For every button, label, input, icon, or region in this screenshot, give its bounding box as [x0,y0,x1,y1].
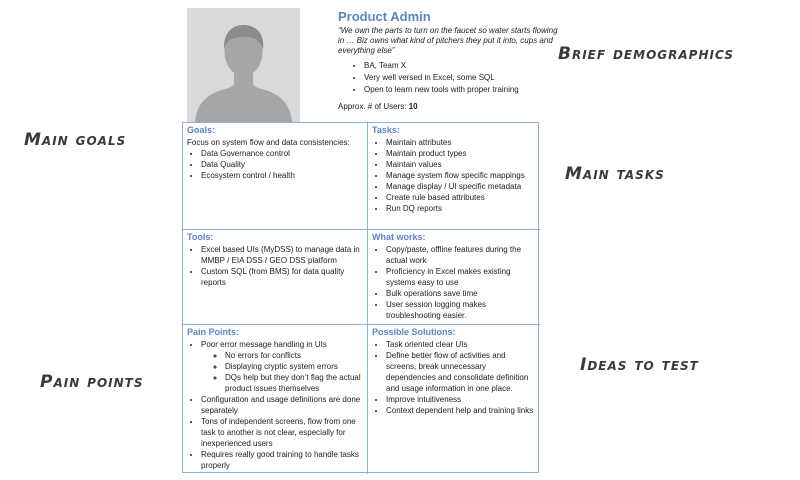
list-item: • Context dependent help and training links [386,405,536,416]
annotation-main-tasks: Main tasks [565,164,665,184]
list-item: • Create rule based attributes [386,192,536,203]
list-item: • Manage system flow specific mappings [386,170,536,181]
goals-list [187,148,363,181]
users-count [338,102,418,111]
list-item: • Bulk operations save time [386,288,536,299]
list-item: • Copy/paste, offline features during the actual work [386,244,536,266]
pain-point-text: Poor error message handling in UIs [201,340,327,349]
tasks-title: Tasks: [372,125,400,135]
users-value: 10 [408,102,418,111]
list-item: • Data Governance control [201,148,363,159]
tools-cell [183,230,368,325]
list-item: • Improve intuitiveness [386,394,536,405]
person-silhouette-icon [187,8,300,122]
persona-title: Product Admin [338,9,431,24]
list-item: • Manage display / UI specific metadata [386,181,536,192]
list-item: • Maintain product types [386,148,536,159]
what-works-cell [368,230,540,325]
sub-list-item: ◦ No errors for conflicts [225,350,363,361]
list-item: • Maintain values [386,159,536,170]
list-item: • Maintain attributes [386,137,536,148]
list-item: • Configuration and usage definitions are done separately [201,394,363,416]
demographics-list [338,60,558,96]
tasks-list [372,137,536,214]
pain-points-title: Pain Points: [187,327,240,337]
list-item: • Task oriented clear UIs [386,339,536,350]
list-item: • User session logging makes troubleshooting easier. [386,299,536,321]
annotation-brief-demographics: Brief demographics [558,44,734,64]
goals-intro: Focus on system flow and data consistencies: [187,138,350,147]
pain-points-sublist [201,350,363,394]
list-item [201,339,363,394]
demographic-item: • Very well versed in Excel, some SQL [364,72,558,84]
pain-points-list [187,339,363,471]
tasks-cell [368,123,540,230]
solutions-list [372,339,536,416]
list-item: • Excel based UIs (MyDSS) to manage data in MMBP / EIA DSS / GEO DSS platform [201,244,363,266]
goals-title: Goals: [187,125,216,135]
list-item: • Define better flow of activities and screens, break unnecessary dependencies and consolidate definition and usage information in one place. [386,350,536,394]
list-item: • Ecosystem control / health [201,170,363,181]
tools-list [187,244,363,288]
list-item: • Data Quality [201,159,363,170]
annotation-main-goals: Main goals [24,130,127,150]
pain-points-cell [183,325,368,474]
demographic-item: • Open to learn new tools with proper training [364,84,558,96]
list-item: • Tons of independent screens, flow from one task to another is not clear, especially for inexperienced users [201,416,363,449]
sub-list-item: ◦ Displaying cryptic system errors [225,361,363,372]
what-works-list [372,244,536,321]
annotation-ideas-to-test: Ideas to test [580,355,699,375]
persona-grid [182,122,539,473]
persona-quote: “We own the parts to turn on the faucet so water starts flowing in … Biz owns what kind of pitchers they put it into, cups and everything else” [338,26,558,55]
solutions-cell [368,325,540,474]
demographic-item: • BA, Team X [364,60,558,72]
sub-list-item: ◦ DQs help but they don’t flag the actual product issues themselves [225,372,363,394]
tools-title: Tools: [187,232,214,242]
persona-header [338,9,558,96]
goals-cell [183,123,368,230]
list-item: • Custom SQL (from BMS) for data quality reports [201,266,363,288]
list-item: • Run DQ reports [386,203,536,214]
solutions-title: Possible Solutions: [372,327,456,337]
list-item: • Requires really good training to handle tasks properly [201,449,363,471]
persona-avatar [187,8,300,122]
users-label: Approx. # of Users: [338,102,407,111]
what-works-title: What works: [372,232,426,242]
list-item: • Proficiency in Excel makes existing systems easy to use [386,266,536,288]
annotation-pain-points: Pain points [40,372,144,392]
